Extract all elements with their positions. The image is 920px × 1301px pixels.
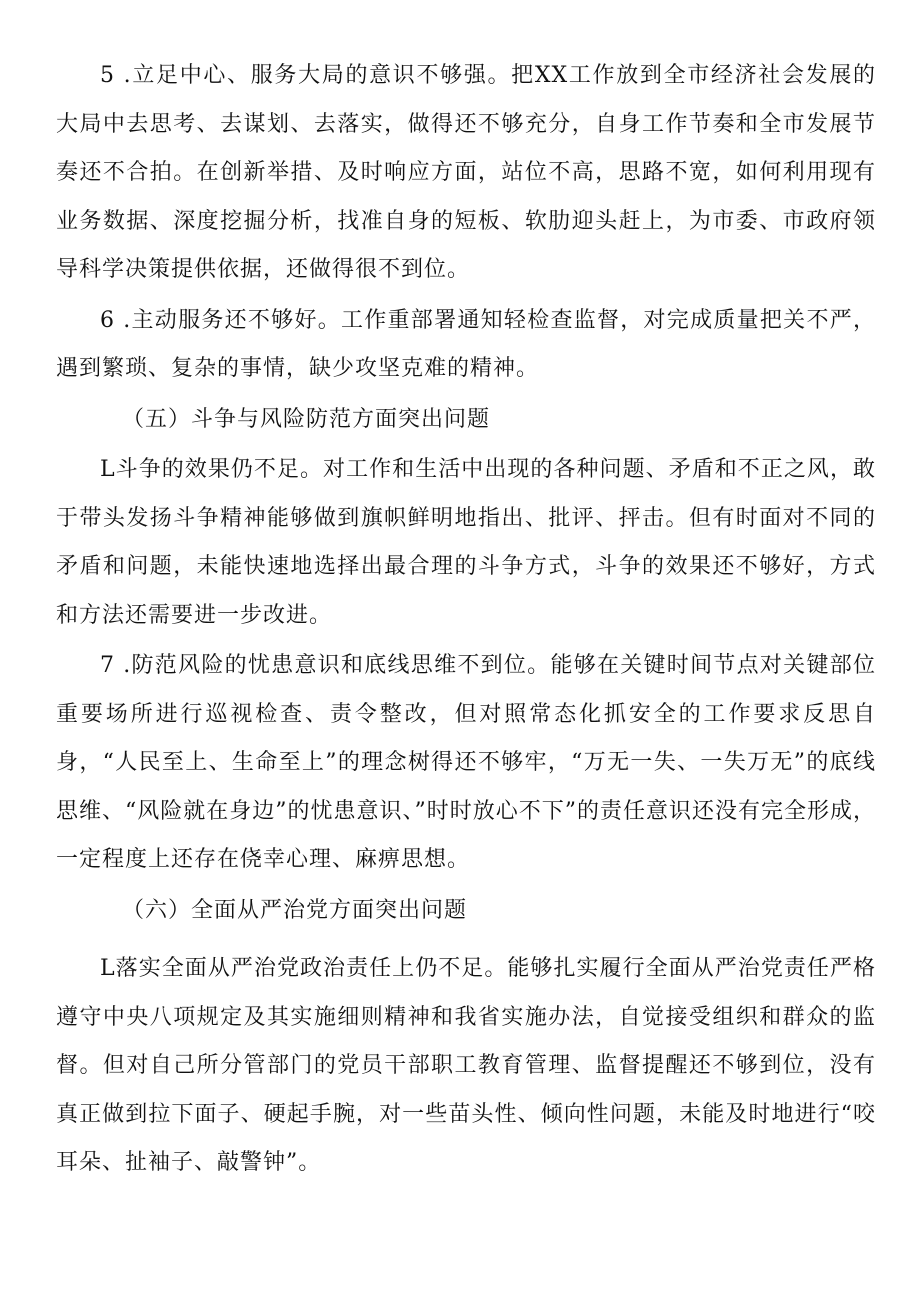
paragraph-item-6-1: L落实全面从严治党政治责任上仍不足。能够扎实履行全面从严治党责任严格遵守中央八项规定及其实施细则精神和我省实施办法，自觉接受组织和群众的监督。但对自己所分管部门的党员干部职工教育管理、监督提醒还不够到位，没有真正做到拉下面子、硬起手腕，对一些苗头性、倾向性问题，未能及时地进行“咬耳朵、扯袖子、敲警钟”。 [56,956,876,1175]
section-heading-5: （五）斗争与风险防范方面突出问题 [122,406,491,432]
section-heading-6: （六）全面从严治党方面突出问题 [122,897,468,923]
document-page [56,52,876,1188]
paragraph-item-5: 5 .立足中心、服务大局的意识不够强。把XX工作放到全市经济社会发展的大局中去思考、去谋划、去落实，做得还不够充分，自身工作节奏和全市发展节奏还不合拍。在创新举措、及时响应方面，站位不高，思路不宽，如何利用现有业务数据、深度挖掘分析，找准自身的短板、软肋迎头赶上，为市委、市政府领导科学决策提供依据，还做得很不到位。 [56,63,876,282]
paragraph-item-6: 6 .主动服务还不够好。工作重部署通知轻检查监督，对完成质量把关不严，遇到繁琐、复杂的事情，缺少攻坚克难的精神。 [56,307,876,381]
paragraph-item-7: 7 .防范风险的忧患意识和底线思维不到位。能够在关键时间节点对关键部位重要场所进行巡视检查、责令整改，但对照常态化抓安全的工作要求反思自身，“人民至上、生命至上”的理念树得还不够牢，“万无一失、一失万无”的底线思维、“风险就在身边”的忧患意识、”时时放心不下”的责任意识还没有完全形成，一定程度上还存在侥幸心理、麻痹思想。 [56,653,876,872]
paragraph-item-5-1: L斗争的效果仍不足。对工作和生活中出现的各种问题、矛盾和不正之风，敢于带头发扬斗争精神能够做到旗帜鲜明地指出、批评、抨击。但有时面对不同的矛盾和问题，未能快速地选择出最合理的斗争方式，斗争的效果还不够好，方式和方法还需要进一步改进。 [56,457,876,628]
